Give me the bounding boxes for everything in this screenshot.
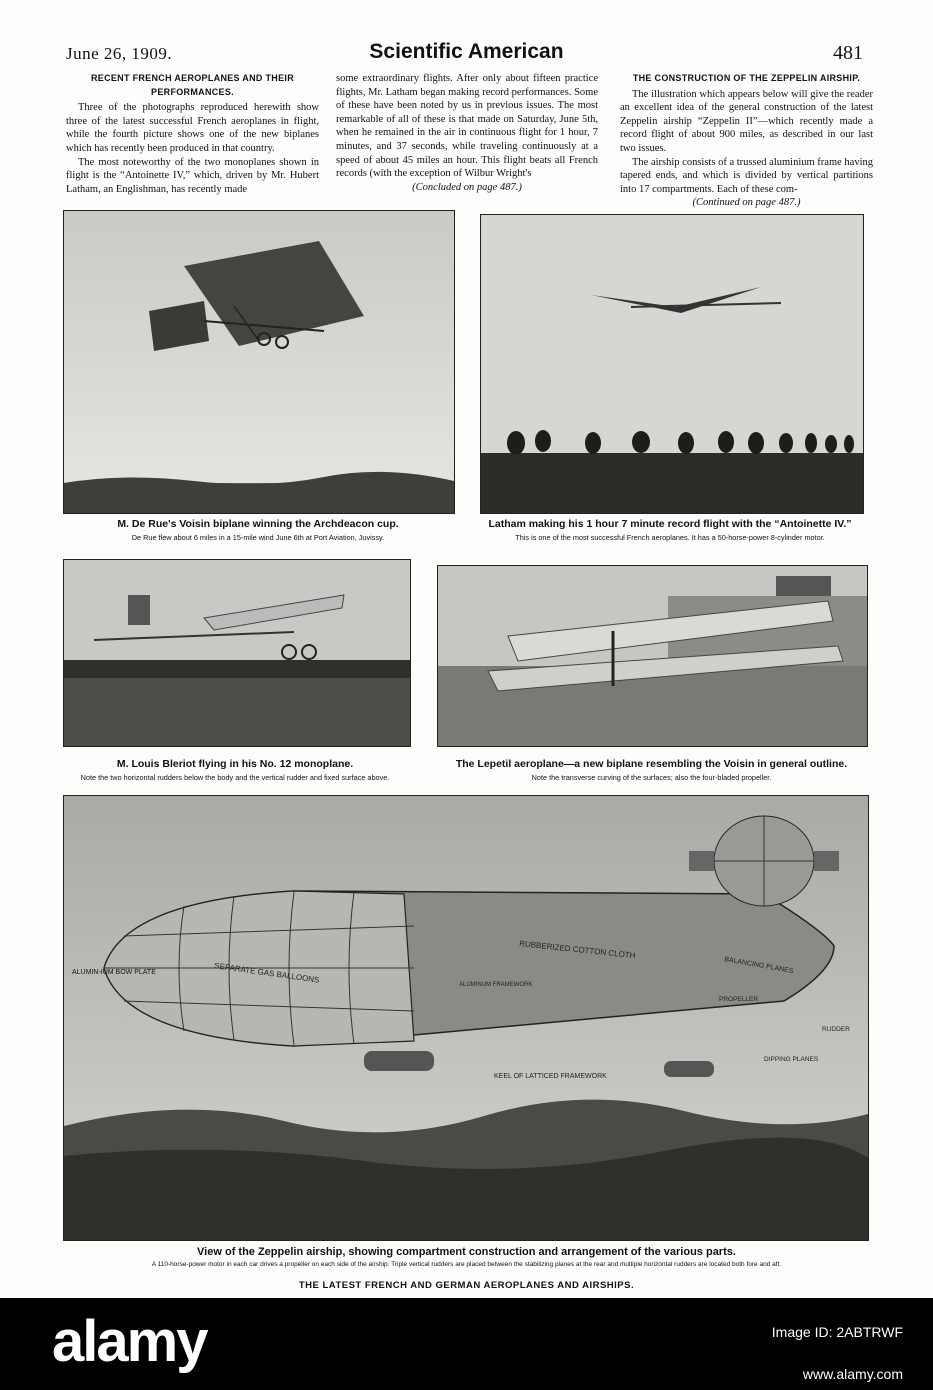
caption-main: M. Louis Bleriot flying in his No. 12 monoplane.	[116, 758, 354, 770]
site-url: www.alamy.com	[802, 1366, 903, 1382]
caption-sub: Note the transverse curving of the surfaces; also the four-bladed propeller.	[531, 773, 772, 782]
zeppelin-airship-illustration	[63, 795, 869, 1241]
article-paragraph: Three of the photographs reproduced herewith show three of the latest successful French aeroplanes in flight, while the fourth picture shows one of the new biplanes which has recently been produced in that country.	[66, 102, 319, 154]
article-col-2	[336, 72, 598, 194]
airship-label-cotton-cloth: RUBBERIZED COTTON CLOTH	[518, 939, 636, 961]
article-col-1	[66, 72, 319, 196]
voisin-biplane-photo	[63, 210, 455, 514]
zeppelin-caption	[50, 1246, 883, 1268]
publication-title: Scientific American	[369, 40, 564, 63]
airship-label-aluminium: ALUMIN-IUM BOW PLATE	[72, 969, 156, 976]
voisin-caption	[63, 518, 453, 542]
page-bottom-title: THE LATEST FRENCH AND GERMAN AEROPLANES AND AIRSHIPS.	[298, 1280, 635, 1291]
airship-label-keel: KEEL OF LATTICED FRAMEWORK	[494, 1073, 607, 1080]
continuation-note: (Continued on page 487.)	[692, 197, 801, 209]
caption-main: View of the Zeppelin airship, showing compartment construction and arrangement of the various parts.	[197, 1246, 736, 1258]
airship-label-gas-balloons: SEPARATE GAS BALLOONS	[213, 961, 320, 985]
article-col-3	[620, 72, 873, 210]
lepetil-biplane-photo	[437, 565, 868, 747]
article-paragraph: The illustration which appears below will give the reader an excellent idea of the general construction of the latest Zeppelin airship “Zeppelin II”—which recently made a record flight of about 900 miles, as described in our last two issues.	[620, 88, 873, 154]
image-id-label: Image ID: 2ABTRWF	[771, 1324, 903, 1340]
caption-sub: De Rue flew about 6 miles in a 15-mile wind June 6th at Port Aviation, Juvissy.	[131, 533, 385, 542]
airship-label-propeller: PROPELLER	[719, 996, 759, 1003]
caption-sub: This is one of the most successful French aeroplanes. It has a 50-horse-power 8-cylinder motor.	[515, 533, 825, 542]
article-heading-aeroplanes: RECENT FRENCH AEROPLANES AND THEIR PERFORMANCES.	[90, 73, 295, 97]
airship-label-dipping-planes: DIPPING PLANES	[764, 1056, 819, 1063]
caption-main: M. De Rue's Voisin biplane winning the Archdeacon cup.	[117, 518, 399, 530]
caption-sub: Note the two horizontal rudders below the body and the vertical rudder and fixed surface above.	[80, 773, 390, 782]
article-paragraph: The most noteworthy of the two monoplanes shown in flight is the “Antoinette IV,” which, driven by Mr. Hubert Latham, an Englishman, has recently made	[66, 156, 319, 195]
caption-sub: A 110-horse-power motor in each car drives a propeller on each side of the airship. Triple vertical rudders are placed between the stabilizing planes at the rear and multiple horizontal rudders are located both fore and aft.	[151, 1261, 782, 1268]
caption-main: The Lepetil aeroplane—a new biplane resembling the Voisin in general outline.	[455, 758, 848, 770]
article-heading-zeppelin: THE CONSTRUCTION OF THE ZEPPELIN AIRSHIP.	[632, 73, 861, 83]
airship-label-rudder: RUDDER	[822, 1026, 850, 1033]
lepetil-caption	[437, 758, 866, 782]
article-paragraph: some extraordinary flights. After only about fifteen practice flights, Mr. Latham began making record performances. Some of these have been noted by us in previous issues. The most remarkable of all of these is that made on Saturday, June 5th, when he remained in the air in continuous flight for 1 hour, 7 minutes, and 37 seconds, while traveling continuously at a speed of about 45 miles an hour. This flight beats all French records (with the exception of Wilbur Wright's	[336, 73, 598, 180]
page-number: 481	[833, 42, 863, 64]
issue-date: June 26, 1909.	[66, 44, 173, 63]
bleriot-monoplane-photo	[63, 559, 411, 747]
article-paragraph: The airship consists of a trussed aluminium frame having tapered ends, and which is divided by vertical partitions into 17 compartments. Each of these com-	[620, 156, 873, 195]
alamy-logo: alamy	[52, 1309, 207, 1374]
airship-label-balancing-planes: BALANCING PLANES	[723, 956, 794, 976]
latham-antoinette-photo	[480, 214, 864, 514]
latham-caption	[470, 518, 870, 542]
airship-label-aluminum-framework: ALUMINUM FRAMEWORK	[459, 982, 533, 988]
continuation-note: (Concluded on page 487.)	[412, 181, 522, 193]
bleriot-caption	[40, 758, 430, 782]
caption-main: Latham making his 1 hour 7 minute record flight with the “Antoinette IV.”	[488, 518, 852, 530]
